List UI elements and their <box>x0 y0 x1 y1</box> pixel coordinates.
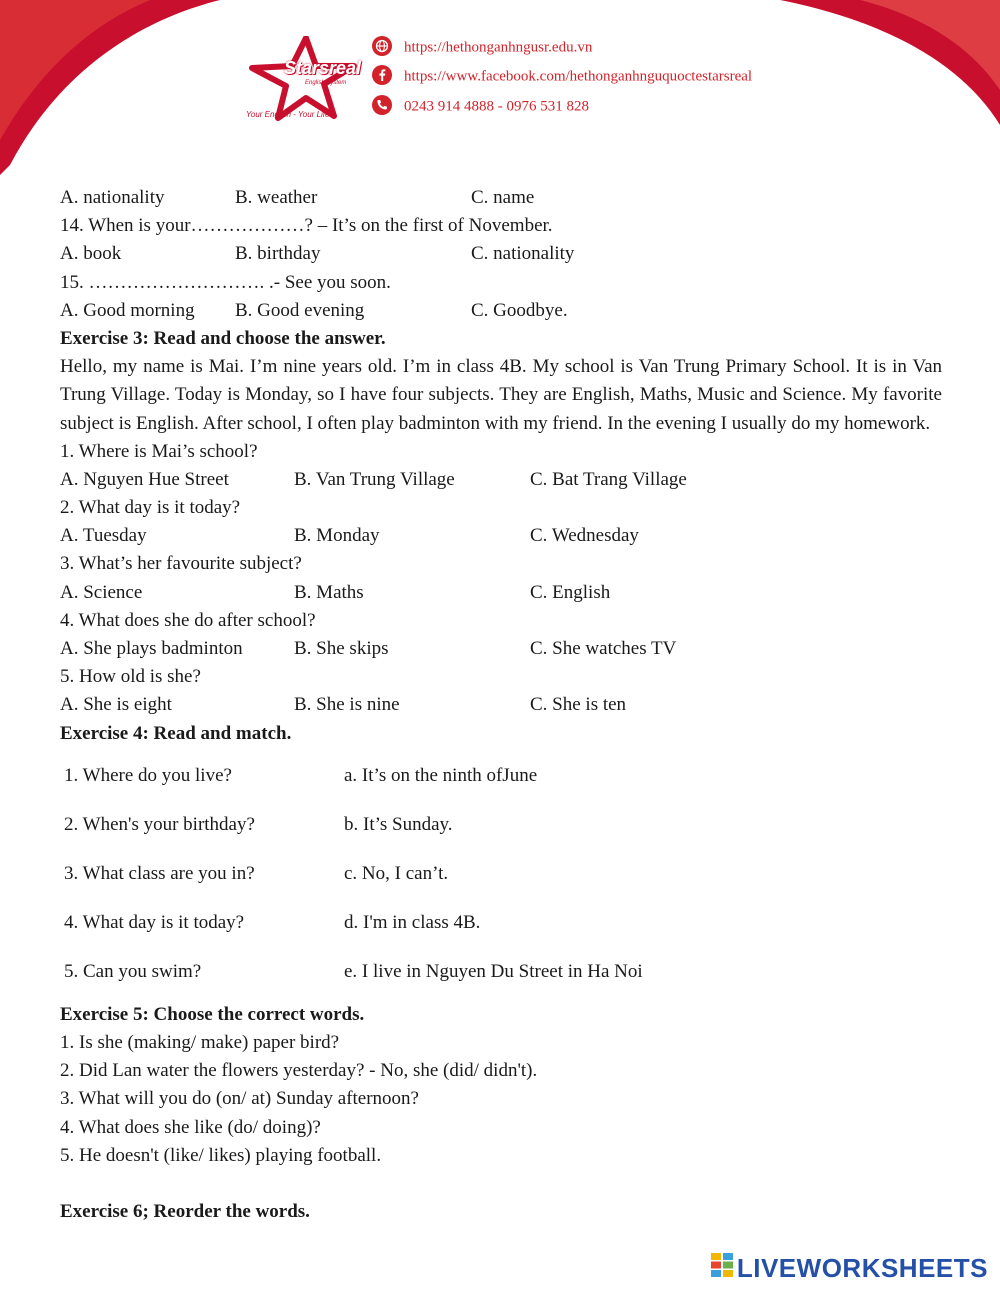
exercise-3-question-2 <box>60 494 942 550</box>
worksheet-content <box>60 184 942 1226</box>
option-c: C. Bat Trang Village <box>530 468 687 490</box>
answer-options <box>60 691 942 719</box>
match-row-2 <box>60 805 942 854</box>
contact-phone <box>372 97 589 117</box>
option-b: B. She skips <box>294 638 389 660</box>
exercise-3-question-1 <box>60 438 942 494</box>
option-b: B. weather <box>235 187 318 208</box>
exercise-3-question-5 <box>60 663 942 719</box>
option-c: C. name <box>471 187 535 208</box>
exercise-3-passage: Hello, my name is Mai. I’m nine years old. I’m in class 4B. My school is Van Trung Primary School. It is in Van Trung Village. Today is Monday, so I have four subjects. They are English, Maths, Music and Science. My favorite subject is English. After school, I often play badminton with my friend. In the evening I usually do my homework. <box>60 356 942 434</box>
logo-brand-subtitle: English System <box>305 80 347 86</box>
match-answer: c. No, I can’t. <box>344 862 449 884</box>
exercise-4-title: Exercise 4: Read and match. <box>60 722 292 744</box>
answer-options <box>60 522 942 550</box>
facebook-icon <box>372 65 392 85</box>
match-row-1 <box>60 756 942 805</box>
option-b: B. Maths <box>294 581 364 603</box>
match-question: 1. Where do you live? <box>64 764 232 786</box>
q14-options <box>60 240 942 268</box>
option-a: A. book <box>60 243 122 265</box>
exercise-5-item-3: 3. What will you do (on/ at) Sunday afternoon? <box>60 1088 419 1110</box>
question-15: 15. ………………………. .- See you soon. <box>60 271 391 293</box>
option-b: B. birthday <box>235 243 321 265</box>
match-question: 4. What day is it today? <box>64 911 245 933</box>
facebook-url[interactable]: https://www.facebook.com/hethonganhnguquoctestarsreal <box>404 68 753 85</box>
exercise-5-item-2: 2. Did Lan water the flowers yesterday? - No, she (did/ didn't). <box>60 1060 538 1082</box>
question-text: 5. How old is she? <box>60 666 201 688</box>
exercise-5-title: Exercise 5: Choose the correct words. <box>60 1003 365 1025</box>
match-question: 3. What class are you in? <box>64 862 255 884</box>
phone-numbers: 0243 914 4888 - 0976 531 828 <box>404 98 589 115</box>
match-question: 2. When's your birthday? <box>64 813 255 835</box>
exercise-6-title: Exercise 6; Reorder the words. <box>60 1201 310 1223</box>
answer-options <box>60 579 942 607</box>
question-text: 3. What’s her favourite subject? <box>60 553 302 575</box>
option-a: A. Good morning <box>60 299 195 321</box>
match-question: 5. Can you swim? <box>64 960 202 982</box>
q13-options <box>60 184 942 212</box>
logo-tagline: Your English - Your Life <box>246 110 330 119</box>
match-answer: e. I live in Nguyen Du Street in Ha Noi <box>344 960 643 982</box>
answer-options <box>60 466 942 494</box>
match-row-4 <box>60 903 942 952</box>
option-b: B. She is nine <box>294 694 400 716</box>
exercise-3-question-4 <box>60 607 942 663</box>
liveworksheets-brand <box>711 1253 988 1286</box>
option-a: A. She plays badminton <box>60 638 243 660</box>
contact-website[interactable] <box>372 38 592 58</box>
option-b: B. Good evening <box>235 299 365 321</box>
option-c: C. She watches TV <box>530 638 677 660</box>
exercise-5-item-1: 1. Is she (making/ make) paper bird? <box>60 1031 340 1053</box>
option-a: A. Nguyen Hue Street <box>60 468 229 490</box>
exercise-5-item-5: 5. He doesn't (like/ likes) playing football. <box>60 1144 382 1166</box>
option-c: C. Wednesday <box>530 525 639 547</box>
phone-icon <box>372 95 392 115</box>
option-a: A. She is eight <box>60 694 172 716</box>
match-answer: b. It’s Sunday. <box>344 813 453 835</box>
match-row-5 <box>60 952 942 1001</box>
question-text: 1. Where is Mai’s school? <box>60 440 258 462</box>
contact-facebook[interactable] <box>372 67 752 87</box>
liveworksheets-logo-icon <box>711 1253 733 1284</box>
question-text: 4. What does she do after school? <box>60 609 316 631</box>
option-c: C. nationality <box>471 243 575 265</box>
option-c: C. Goodbye. <box>471 299 568 321</box>
answer-options <box>60 635 942 663</box>
exercise-3-question-3 <box>60 550 942 606</box>
exercise-5-item-4: 4. What does she like (do/ doing)? <box>60 1116 321 1138</box>
option-a: A. Science <box>60 581 143 603</box>
option-a: A. Tuesday <box>60 525 147 547</box>
option-b: B. Monday <box>294 525 380 547</box>
option-c: C. English <box>530 581 611 603</box>
website-url[interactable]: https://hethonganhngusr.edu.vn <box>404 39 593 56</box>
globe-icon <box>372 36 392 56</box>
header-red-corner-decoration <box>0 0 1000 175</box>
question-text: 2. What day is it today? <box>60 497 241 519</box>
exercise-3-title: Exercise 3: Read and choose the answer. <box>60 327 386 349</box>
option-c: C. She is ten <box>530 694 627 716</box>
blank-line <box>60 1170 942 1198</box>
logo-brand-name: Starsreal <box>284 58 362 78</box>
liveworksheets-wordmark: LIVEWORKSHEETS <box>736 1253 988 1283</box>
question-14: 14. When is your………………? – It’s on the first of November. <box>60 215 553 237</box>
match-answer: d. I'm in class 4B. <box>344 911 481 933</box>
option-b: B. Van Trung Village <box>294 468 455 490</box>
option-a: A. nationality <box>60 187 165 208</box>
match-row-3 <box>60 854 942 903</box>
q15-options <box>60 297 942 325</box>
match-answer: a. It’s on the ninth ofJune <box>344 764 538 786</box>
